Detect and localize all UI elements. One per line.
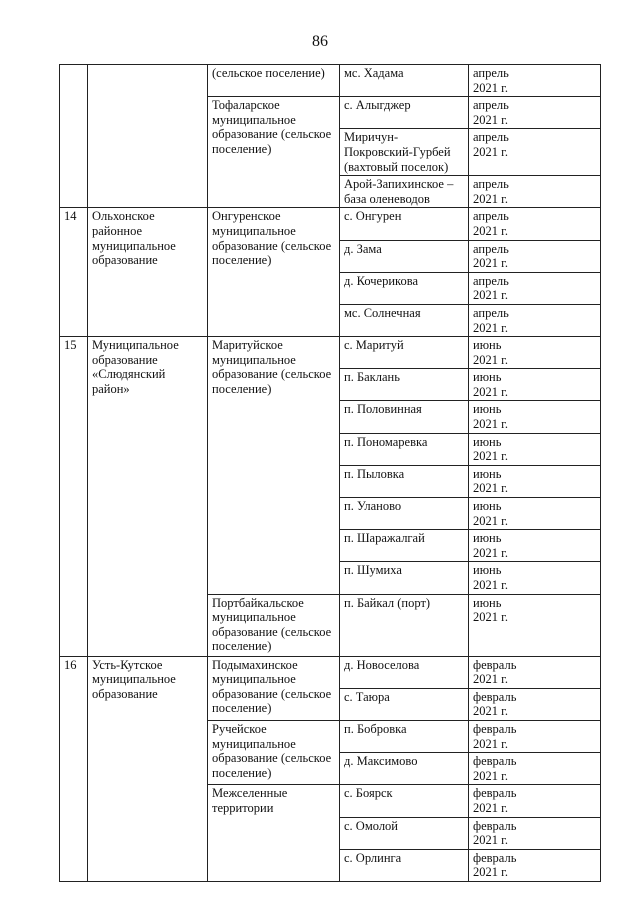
date-cell [469,688,601,720]
date-month: июнь [473,466,502,481]
date-year: 2021 г. [473,256,508,271]
municipality-cell: Онгуренское муниципальное образование (сельское поселение) [208,208,340,337]
municipality-cell: Ручейское муниципальное образование (сельское поселение) [208,720,340,784]
locality-cell: мс. Солнечная [340,304,469,336]
date-year: 2021 г. [473,80,508,95]
date-month: февраль [473,850,517,865]
date-cell [469,656,601,688]
municipality-cell: Межселенные территории [208,785,340,882]
date-month: апрель [473,209,509,224]
date-month: июнь [473,370,502,385]
locality-cell: п. Пыловка [340,465,469,497]
date-year: 2021 г. [473,610,508,625]
date-year: 2021 г. [473,144,508,159]
date-year: 2021 г. [473,865,508,880]
date-month: февраль [473,721,517,736]
date-year: 2021 г. [473,352,508,367]
district-cell: Ольхонское районное муниципальное образование [88,208,208,337]
date-cell [469,240,601,272]
date-year: 2021 г. [473,191,508,206]
date-cell [469,498,601,530]
date-year: 2021 г. [473,384,508,399]
row-number-cell [60,65,88,208]
locality-cell: п. Баклань [340,369,469,401]
table-row [60,656,601,688]
date-cell [469,433,601,465]
district-cell: Муниципальное образование «Слюдянский район» [88,337,208,657]
date-cell [469,337,601,369]
date-cell [469,65,601,97]
date-year: 2021 г. [473,112,508,127]
locality-cell: д. Новоселова [340,656,469,688]
municipality-cell: (сельское поселение) [208,65,340,97]
locality-cell: Арой-Запихинское – база оленеводов [340,176,469,208]
locality-cell: п. Байкал (порт) [340,594,469,656]
date-year: 2021 г. [473,578,508,592]
table-row [60,208,601,240]
date-month: апрель [473,66,509,80]
date-month: апрель [473,241,509,256]
date-year: 2021 г. [473,320,508,335]
date-month: апрель [473,177,509,192]
date-cell [469,785,601,817]
date-month: июнь [473,531,502,546]
date-month: февраль [473,818,517,833]
date-cell [469,129,601,176]
locality-cell: с. Маритуй [340,337,469,369]
locality-cell: п. Бобровка [340,720,469,752]
date-cell [469,849,601,881]
date-year: 2021 г. [473,545,508,560]
municipality-cell: Портбайкальское муниципальное образование (сельское поселение) [208,594,340,656]
date-cell [469,530,601,562]
date-month: апрель [473,130,509,145]
municipality-cell: Тофаларское муниципальное образование (сельское поселение) [208,97,340,208]
date-year: 2021 г. [473,800,508,815]
date-year: 2021 г. [473,223,508,238]
date-year: 2021 г. [473,449,508,464]
date-cell [469,272,601,304]
date-month: апрель [473,305,509,320]
date-cell [469,753,601,785]
date-year: 2021 г. [473,768,508,783]
locality-cell: с. Таюра [340,688,469,720]
locality-cell: д. Зама [340,240,469,272]
date-year: 2021 г. [473,736,508,751]
date-cell [469,176,601,208]
settlements-table [59,64,601,882]
locality-cell: с. Омолой [340,817,469,849]
date-year: 2021 г. [473,417,508,432]
locality-cell: п. Половинная [340,401,469,433]
date-month: июнь [473,434,502,449]
locality-cell: с. Алыгджер [340,97,469,129]
locality-cell: п. Шумиха [340,562,469,594]
district-cell: Усть-Кутское муниципальное образование [88,656,208,881]
date-month: июнь [473,402,502,417]
date-cell [469,594,601,656]
district-cell [88,65,208,208]
date-month: апрель [473,273,509,288]
date-month: апрель [473,98,509,113]
locality-cell: с. Онгурен [340,208,469,240]
date-cell [469,401,601,433]
date-cell [469,369,601,401]
locality-cell: с. Боярск [340,785,469,817]
locality-cell: д. Максимово [340,753,469,785]
row-number-cell: 15 [60,337,88,657]
date-year: 2021 г. [473,833,508,848]
locality-cell: Миричун-Покровский-Гурбей (вахтовый поселок) [340,129,469,176]
locality-cell: п. Пономаревка [340,433,469,465]
locality-cell: мс. Хадама [340,65,469,97]
locality-cell: п. Шаражалгай [340,530,469,562]
table-row [60,337,601,369]
date-month: февраль [473,657,517,672]
date-year: 2021 г. [473,672,508,687]
date-month: июнь [473,563,502,578]
locality-cell: п. Уланово [340,498,469,530]
date-month: июнь [473,595,502,610]
date-month: июнь [473,338,502,353]
table-row [60,65,601,97]
date-cell [469,562,601,594]
date-cell [469,720,601,752]
municipality-cell: Подымахинское муниципальное образование (сельское поселение) [208,656,340,720]
date-month: июнь [473,499,502,514]
date-month: февраль [473,754,517,769]
date-month: февраль [473,689,517,704]
row-number-cell: 16 [60,656,88,881]
date-cell [469,97,601,129]
date-cell [469,208,601,240]
date-year: 2021 г. [473,481,508,496]
page-number: 86 [312,33,328,50]
date-year: 2021 г. [473,288,508,303]
locality-cell: с. Орлинга [340,849,469,881]
locality-cell: д. Кочерикова [340,272,469,304]
date-cell [469,304,601,336]
date-year: 2021 г. [473,704,508,719]
date-cell [469,465,601,497]
row-number-cell: 14 [60,208,88,337]
date-year: 2021 г. [473,513,508,528]
date-month: февраль [473,786,517,801]
date-cell [469,817,601,849]
municipality-cell: Маритуйское муниципальное образование (сельское поселение) [208,337,340,595]
